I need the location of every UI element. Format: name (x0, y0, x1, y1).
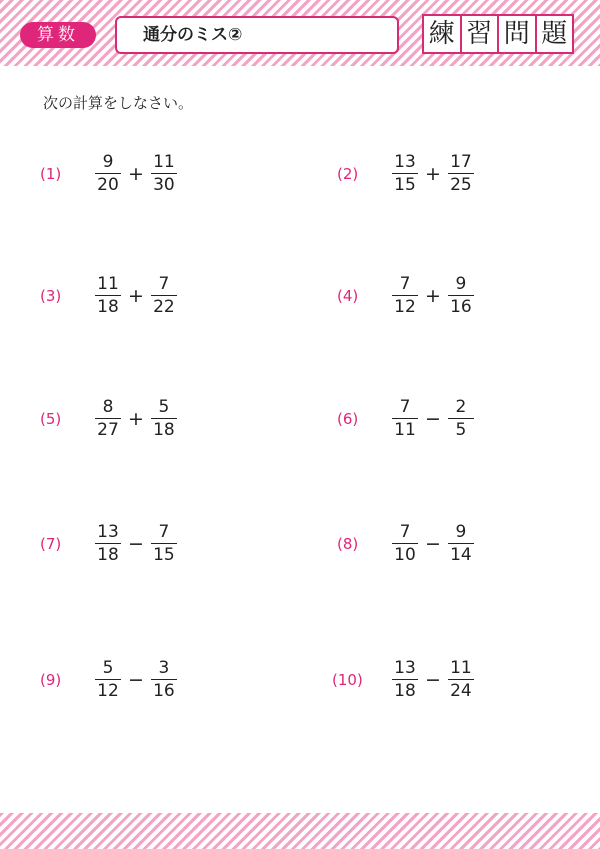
numerator: 5 (158, 397, 170, 417)
fraction-bar (448, 418, 474, 419)
numerator: 9 (455, 274, 467, 294)
denominator: 18 (97, 297, 119, 317)
fraction-bar (151, 543, 177, 544)
denominator: 16 (153, 681, 175, 701)
denominator: 22 (153, 297, 175, 317)
fraction (389, 522, 421, 565)
denominator: 27 (97, 420, 119, 440)
fraction (445, 397, 477, 440)
fraction-bar (95, 418, 121, 419)
denominator: 15 (394, 175, 416, 195)
operator: − (425, 407, 441, 430)
fraction-bar (392, 418, 418, 419)
operator: − (128, 668, 144, 691)
fraction (148, 274, 180, 317)
fraction (445, 522, 477, 565)
problem-number: (6) (337, 409, 359, 428)
numerator: 2 (455, 397, 467, 417)
operator: − (425, 668, 441, 691)
numerator: 13 (97, 522, 119, 542)
numerator: 11 (153, 152, 175, 172)
problem-7 (40, 522, 180, 565)
operator: − (425, 532, 441, 555)
numerator: 3 (158, 658, 170, 678)
fraction-bar (392, 173, 418, 174)
denominator: 18 (97, 545, 119, 565)
fraction (445, 152, 477, 195)
problem-number: (10) (332, 670, 363, 689)
numerator: 7 (158, 274, 170, 294)
worksheet-title: 通分のミス② (115, 16, 399, 54)
denominator: 11 (394, 420, 416, 440)
fraction (92, 658, 124, 701)
fraction (148, 152, 180, 195)
operator: + (425, 284, 441, 307)
subject-badge: 算数 (20, 22, 96, 48)
denominator: 24 (450, 681, 472, 701)
denominator: 5 (455, 420, 467, 440)
fraction (148, 397, 180, 440)
problem-number: (2) (337, 164, 359, 183)
fraction-bar (448, 173, 474, 174)
problem-number: (8) (337, 534, 359, 553)
numerator: 11 (450, 658, 472, 678)
fraction (389, 274, 421, 317)
denominator: 12 (394, 297, 416, 317)
numerator: 5 (102, 658, 114, 678)
fraction (92, 152, 124, 195)
fraction-bar (151, 173, 177, 174)
fraction-bar (95, 173, 121, 174)
badge-char: 習 (460, 16, 498, 52)
fraction (445, 658, 477, 701)
denominator: 12 (97, 681, 119, 701)
fraction (389, 152, 421, 195)
badge-char: 問 (497, 16, 535, 52)
numerator: 7 (399, 397, 411, 417)
problem-number: (1) (40, 164, 62, 183)
fraction (148, 522, 180, 565)
operator: + (128, 162, 144, 185)
fraction (389, 658, 421, 701)
fraction-bar (392, 543, 418, 544)
fraction (92, 397, 124, 440)
fraction (92, 274, 124, 317)
numerator: 7 (399, 522, 411, 542)
numerator: 8 (102, 397, 114, 417)
problem-4 (337, 274, 477, 317)
operator: + (425, 162, 441, 185)
problem-number: (7) (40, 534, 62, 553)
badge-char: 題 (535, 16, 573, 52)
badge-char: 練 (428, 19, 455, 49)
fraction-bar (448, 543, 474, 544)
operator: + (128, 284, 144, 307)
fraction-bar (95, 543, 121, 544)
fraction-bar (448, 295, 474, 296)
numerator: 17 (450, 152, 472, 172)
numerator: 7 (399, 274, 411, 294)
problem-9 (40, 658, 180, 701)
problem-number: (3) (40, 286, 62, 305)
denominator: 14 (450, 545, 472, 565)
numerator: 11 (97, 274, 119, 294)
denominator: 18 (394, 681, 416, 701)
denominator: 15 (153, 545, 175, 565)
fraction (92, 522, 124, 565)
problem-number: (9) (40, 670, 62, 689)
fraction-bar (95, 295, 121, 296)
problem-1 (40, 152, 180, 195)
denominator: 30 (153, 175, 175, 195)
problem-3 (40, 274, 180, 317)
fraction-bar (392, 295, 418, 296)
fraction (445, 274, 477, 317)
practice-badge (422, 14, 574, 54)
problem-6 (337, 397, 477, 440)
problem-number: (5) (40, 409, 62, 428)
denominator: 25 (450, 175, 472, 195)
fraction-bar (448, 679, 474, 680)
instruction-text: 次の計算をしなさい。 (43, 94, 194, 112)
problem-8 (337, 522, 477, 565)
footer-stripe (0, 813, 600, 849)
fraction-bar (392, 679, 418, 680)
problem-5 (40, 397, 180, 440)
fraction-bar (151, 295, 177, 296)
problem-2 (337, 152, 477, 195)
fraction-bar (151, 679, 177, 680)
problem-number: (4) (337, 286, 359, 305)
numerator: 9 (455, 522, 467, 542)
operator: − (128, 532, 144, 555)
denominator: 10 (394, 545, 416, 565)
fraction-bar (95, 679, 121, 680)
numerator: 9 (102, 152, 114, 172)
denominator: 18 (153, 420, 175, 440)
fraction (148, 658, 180, 701)
problem-10 (332, 658, 477, 701)
operator: + (128, 407, 144, 430)
fraction (389, 397, 421, 440)
denominator: 20 (97, 175, 119, 195)
numerator: 7 (158, 522, 170, 542)
fraction-bar (151, 418, 177, 419)
numerator: 13 (394, 658, 416, 678)
denominator: 16 (450, 297, 472, 317)
numerator: 13 (394, 152, 416, 172)
